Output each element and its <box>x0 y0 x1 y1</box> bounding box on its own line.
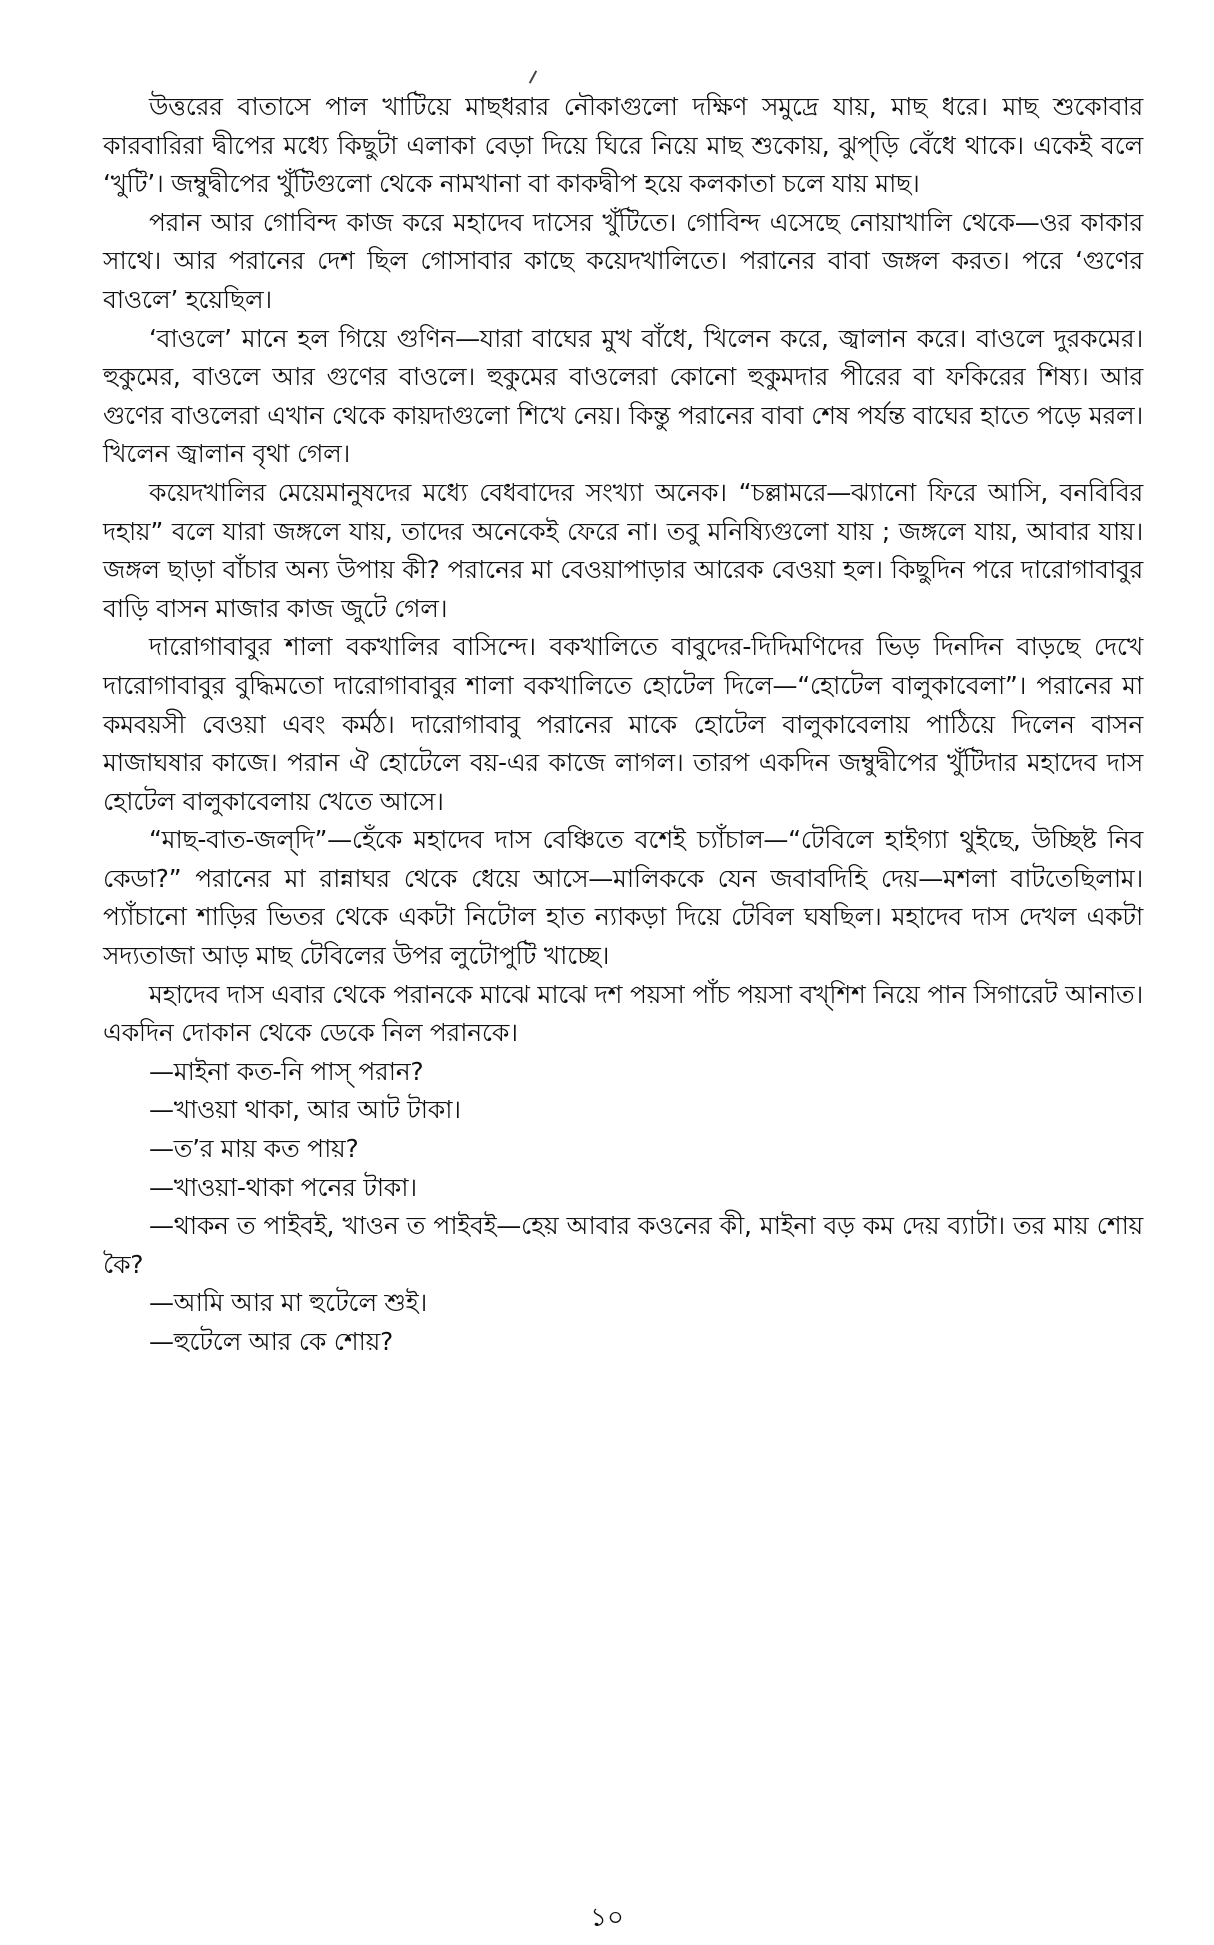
dialogue-line: —আমি আর মা হুটেলে শুই। <box>149 1288 427 1318</box>
dialogue-line: —মাইনা কত-নি পাস্‌ পরান? <box>149 1056 424 1086</box>
dialogue-line: —খাওয়া থাকা, আর আট টাকা। <box>149 1095 461 1125</box>
paragraph-paran-gobinda: পরান আর গোবিন্দ কাজ করে মহাদেব দাসের খুঁটিতে। গোবিন্দ এসেছে নোয়াখালি থেকে—ওর কাকার সাথে। আর পরানের দেশ ছিল গোসাবার কাছে কয়েদখালিতে। পরানের বাবা জঙ্গল করত। পরে ‘গুণের বাওলে’ হয়েছিল। <box>103 207 1143 314</box>
dialogue-line: —হুটেলে আর কে শোয়? <box>149 1327 393 1356</box>
page-number: ১০ <box>590 1903 624 1933</box>
paragraph-baole-meaning: ‘বাওলে’ মানে হল গিয়ে গুণিন—যারা বাঘের মুখ বাঁধে, খিলেন করে, জ্বালান করে। বাওলে দুরকমের। হুকুমের, বাওলে আর গুণের বাওলে। হুকুমের বাওলেরা কোনো হুকুমদার পীরের বা ফকিরের শিষ্য। আর গুণের বাওলেরা এখান থেকে কায়দাগুলো শিখে নেয়। কিন্তু পরানের বাবা শেষ পর্যন্ত বাঘের হাতে পড়ে মরল। খিলেন জ্বালান বৃথা গেল। <box>103 323 1143 469</box>
paragraph-koyedkhali-widows: কয়েদখালির মেয়েমানুষদের মধ্যে বেধবাদের সংখ্যা অনেক। “চল্লামরে—ঝ্যানো ফিরে আসি, বনবিবির দহায়” বলে যারা জঙ্গলে যায়, তাদের অনেকেই ফেরে না। তবু মনিষ্যিগুলো যায় ; জঙ্গলে যায়, আবার যায়। জঙ্গল ছাড়া বাঁচার অন্য উপায় কী? পরানের মা বেওয়াপাড়ার আরেক বেওয়া হল। কিছুদিন পরে দারোগাবাবুর বাড়ি বাসন মাজার কাজ জুটে গেল। <box>103 477 1143 623</box>
paragraph-fishing-boats: উত্তরের বাতাসে পাল খাটিয়ে মাছধরার নৌকাগুলো দক্ষিণ সমুদ্রে যায়, মাছ ধরে। মাছ শুকোবার কারবারিরা দ্বীপের মধ্যে কিছুটা এলাকা বেড়া দিয়ে ঘিরে নিয়ে মাছ শুকোয়, ঝুপ্‌ড়ি বেঁধে থাকে। একেই বলে ‘খুটি’। জম্বুদ্বীপের খুঁটিগুলো থেকে নামখানা বা কাকদ্বীপ হয়ে কলকাতা চলে যায় মাছ। <box>103 92 1143 199</box>
dialogue-line: —থাকন ত পাইবই, খাওন ত পাইবই—হেয় আবার কওনের কী, মাইনা বড় কম দেয় ব্যাটা। তর মায় শোয় কৈ? <box>103 1211 1143 1279</box>
paragraph-hotel-balukabela: দারোগাবাবুর শালা বকখালির বাসিন্দে। বকখালিতে বাবুদের-দিদিমণিদের ভিড় দিনদিন বাড়ছে দেখে দারোগাবাবুর বুদ্ধিমতো দারোগাবাবুর শালা বকখালিতে হোটেল দিলে—“হোটেল বালুকাবেলা”। পরানের মা কমবয়সী বেওয়া এবং কর্মঠ। দারোগাবাবু পরানের মাকে হোটেল বালুকাবেলায় পাঠিয়ে দিলেন বাসন মাজাঘষার কাজে। পরান ঐ হোটেলে বয়-এর কাজে লাগল। তারপ একদিন জম্বুদ্বীপের খুঁটিদার মহাদেব দাস হোটেল বালুকাবেলায় খেতে আসে। <box>103 632 1143 816</box>
dialogue-line: —খাওয়া-থাকা পনের টাকা। <box>149 1172 417 1202</box>
dialogue-line: —ত’র মায় কত পায়? <box>149 1134 359 1164</box>
stray-pen-mark <box>529 70 537 83</box>
paragraph-errands: মহাদেব দাস এবার থেকে পরানকে মাঝে মাঝে দশ পয়সা পাঁচ পয়সা বখ্‌শিশ নিয়ে পান সিগারেট আনাত। একদিন দোকান থেকে ডেকে নিল পরানকে। <box>103 979 1143 1048</box>
paragraph-mahadev-das-arrives: “মাছ-বাত-জল্‌দি”—হেঁকে মহাদেব দাস বেঞ্চিতে বশেই চ্যাঁচাল—“টেবিলে হাইগ্যা থুইছে, উচ্ছিষ্ট নিব কেডা?” পরানের মা রান্নাঘর থেকে ধেয়ে আসে—মালিককে যেন জবাবদিহি দেয়—মশলা বাটতেছিলাম। প্যাঁচানো শাড়ির ভিতর থেকে একটা নিটোল হাত ন্যাকড়া দিয়ে টেবিল ঘষছিল। মহাদেব দাস দেখল একটা সদ্যতাজা আড় মাছ টেবিলের উপর লুটোপুটি খাচ্ছে। <box>103 825 1143 971</box>
page-body <box>103 88 1143 1362</box>
